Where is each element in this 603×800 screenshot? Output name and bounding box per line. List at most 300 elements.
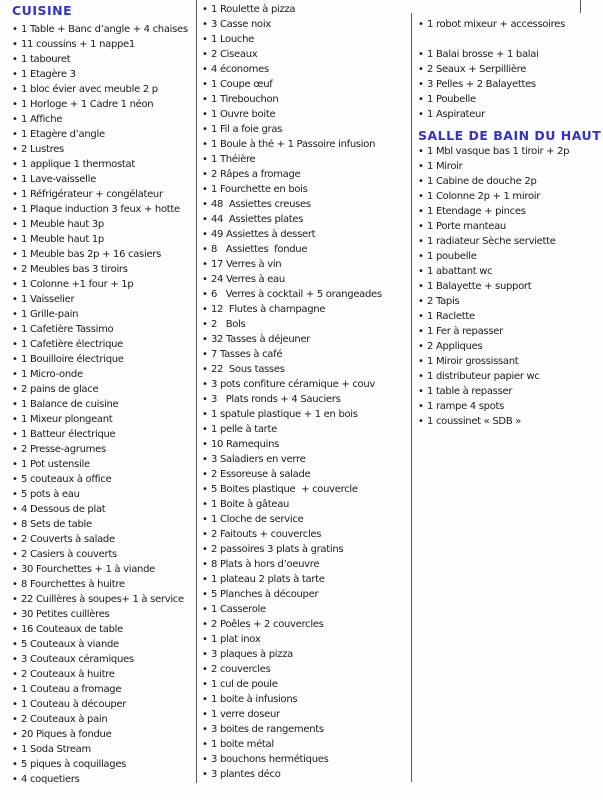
item-label: 1 Raclette: [427, 311, 475, 322]
item-label: 8 Assiettes fondue: [211, 244, 308, 255]
item-label: 1 Cloche de service: [211, 514, 304, 525]
list-item: [202, 452, 408, 467]
bullet-icon: •: [202, 124, 208, 135]
item-label: 44 Assiettes plates: [211, 214, 304, 225]
list-item: [418, 399, 598, 414]
bullet-icon: •: [418, 281, 424, 292]
bullet-icon: •: [12, 774, 18, 785]
list-item: [12, 607, 196, 622]
item-label: 2 Lustres: [21, 144, 64, 155]
bullet-icon: •: [12, 564, 18, 575]
bullet-icon: •: [202, 694, 208, 705]
list-item: [12, 202, 196, 217]
item-label: 22 Sous tasses: [211, 364, 285, 375]
bullet-icon: •: [12, 474, 18, 485]
item-label: 2 Bols: [211, 319, 246, 330]
list-item: [12, 322, 196, 337]
item-label: 1 Balai brosse + 1 balai: [427, 49, 539, 60]
item-label: 1 Table + Banc d’angle + 4 chaises: [21, 24, 188, 35]
bullet-icon: •: [202, 769, 208, 780]
bullet-icon: •: [202, 604, 208, 615]
item-label: 1 Meuble haut 3p: [21, 219, 104, 230]
list-item: [202, 332, 408, 347]
column-divider-1: [196, 0, 197, 783]
item-label: 1 Batteur électrique: [21, 429, 116, 440]
item-label: 10 Ramequins: [211, 439, 280, 450]
item-label: 8 Sets de table: [21, 519, 92, 530]
list-item: [418, 264, 598, 279]
item-label: 1 Réfrigérateur + congélateur: [21, 189, 163, 200]
item-label: 1 Aspirateur: [427, 109, 485, 120]
bullet-icon: •: [12, 84, 18, 95]
bullet-icon: •: [202, 544, 208, 555]
item-label: 1 Colonne 2p + 1 miroir: [427, 191, 541, 202]
bullet-icon: •: [12, 219, 18, 230]
bullet-icon: •: [12, 264, 18, 275]
item-label: 1 table à repasser: [427, 386, 513, 397]
item-label: 3 Saladiers en verre: [211, 454, 306, 465]
bullet-icon: •: [12, 324, 18, 335]
list-item: [202, 512, 408, 527]
item-label: 1 Couteau a fromage: [21, 684, 122, 695]
list-item: [12, 712, 196, 727]
item-label: 1 abattant wc: [427, 266, 493, 277]
bullet-icon: •: [202, 49, 208, 60]
list-item: [418, 354, 598, 369]
bullet-icon: •: [418, 64, 424, 75]
list-item: [202, 692, 408, 707]
column-cuisine: [12, 0, 196, 787]
bullet-icon: •: [12, 684, 18, 695]
item-label: 1 Micro-onde: [21, 369, 83, 380]
bullet-icon: •: [202, 394, 208, 405]
bullet-icon: •: [418, 49, 424, 60]
item-label: 2 Meubles bas 3 tiroirs: [21, 264, 128, 275]
item-label: 3 pots confiture céramique + couv: [211, 379, 376, 390]
item-label: 2 Seaux + Serpillière: [427, 64, 527, 75]
item-label: 48 Assiettes creuses: [211, 199, 311, 210]
list-item: [202, 227, 408, 242]
bullet-icon: •: [12, 234, 18, 245]
list-item: [418, 144, 598, 159]
bullet-icon: •: [418, 191, 424, 202]
list-item: [202, 572, 408, 587]
list-item: [202, 617, 408, 632]
list-item: [418, 159, 598, 174]
bullet-icon: •: [418, 386, 424, 397]
item-label: 1 bloc évier avec meuble 2 p: [21, 84, 158, 95]
item-label: 3 plantes déco: [211, 769, 281, 780]
item-label: 2 Couverts à salade: [21, 534, 115, 545]
list-item: [418, 234, 598, 249]
bullet-icon: •: [418, 161, 424, 172]
bullet-icon: •: [418, 311, 424, 322]
item-label: 1 Coupe œuf: [211, 79, 273, 90]
bullet-icon: •: [12, 114, 18, 125]
item-label: 1 Etendage + pinces: [427, 206, 526, 217]
bullet-icon: •: [202, 739, 208, 750]
item-label: 1 Couteau à découper: [21, 699, 127, 710]
item-label: 3 plaques à pizza: [211, 649, 293, 660]
item-label: 17 Verres à vin: [211, 259, 282, 270]
bullet-icon: •: [12, 579, 18, 590]
bullet-icon: •: [12, 534, 18, 545]
list-item: [202, 17, 408, 32]
bullet-icon: •: [418, 19, 424, 30]
bullet-icon: •: [202, 244, 208, 255]
list-item: [12, 547, 196, 562]
bullet-icon: •: [12, 549, 18, 560]
list-item: [12, 187, 196, 202]
bullet-icon: •: [202, 709, 208, 720]
list-item: [418, 189, 598, 204]
list-item: [12, 22, 196, 37]
list-item: [12, 622, 196, 637]
list-item: [418, 107, 598, 122]
list-item: [418, 369, 598, 384]
bullet-icon: •: [202, 754, 208, 765]
bullet-icon: •: [12, 369, 18, 380]
item-label: 1 Miroir grossissant: [427, 356, 519, 367]
bullet-icon: •: [12, 399, 18, 410]
bullet-icon: •: [202, 139, 208, 150]
list-item: [202, 482, 408, 497]
list-item: [12, 487, 196, 502]
list-item: [202, 242, 408, 257]
item-label: 7 Tasses à café: [211, 349, 283, 360]
list-item: [202, 632, 408, 647]
bullet-icon: •: [12, 519, 18, 530]
bullet-icon: •: [202, 469, 208, 480]
list-item: [12, 592, 196, 607]
bullet-icon: •: [202, 229, 208, 240]
item-label: 2 Tapis: [427, 296, 460, 307]
bullet-icon: •: [418, 371, 424, 382]
bullet-icon: •: [202, 214, 208, 225]
bullet-icon: •: [202, 349, 208, 360]
bullet-icon: •: [12, 144, 18, 155]
bullet-icon: •: [12, 24, 18, 35]
item-label: 20 Piques à fondue: [21, 729, 112, 740]
bullet-icon: •: [12, 204, 18, 215]
bullet-icon: •: [202, 724, 208, 735]
list-item: [12, 502, 196, 517]
list-item: [12, 127, 196, 142]
blank-line: [418, 32, 598, 47]
bullet-icon: •: [202, 559, 208, 570]
bullet-icon: •: [12, 384, 18, 395]
item-label: 1 Cafetière Tassimo: [21, 324, 114, 335]
item-label: 5 piques à coquillages: [21, 759, 127, 770]
list-item: [202, 422, 408, 437]
list-item: [12, 382, 196, 397]
list-item: [418, 414, 598, 429]
bullet-icon: •: [202, 184, 208, 195]
bullet-icon: •: [418, 79, 424, 90]
item-label: 1 Meuble bas 2p + 16 casiers: [21, 249, 162, 260]
item-label: 1 Cafetière électrique: [21, 339, 124, 350]
item-label: 1 Lave-vaisselle: [21, 174, 96, 185]
item-label: 4 Dessous de plat: [21, 504, 106, 515]
item-label: 5 pots à eau: [21, 489, 80, 500]
list-item: [202, 347, 408, 362]
bullet-icon: •: [202, 334, 208, 345]
item-label: 3 Plats ronds + 4 Sauciers: [211, 394, 341, 405]
item-label: 1 plateau 2 plats à tarte: [211, 574, 325, 585]
item-label: 2 Essoreuse à salade: [211, 469, 311, 480]
list-item: [202, 392, 408, 407]
bullet-icon: •: [12, 174, 18, 185]
list-item: [202, 92, 408, 107]
item-label: 1 robot mixeur + accessoires: [427, 19, 566, 30]
item-label: 1 coussinet « SDB »: [427, 416, 522, 427]
list-item: [12, 532, 196, 547]
item-label: 2 pains de glace: [21, 384, 99, 395]
list-item: [418, 47, 598, 62]
bullet-icon: •: [12, 159, 18, 170]
list-item: [12, 562, 196, 577]
list-item: [418, 339, 598, 354]
list-item: [12, 337, 196, 352]
list-item: [12, 577, 196, 592]
list-item: [12, 292, 196, 307]
list-item: [202, 497, 408, 512]
bullet-icon: •: [418, 356, 424, 367]
bullet-icon: •: [418, 221, 424, 232]
list-item: [12, 757, 196, 772]
bullet-icon: •: [12, 339, 18, 350]
item-label: 1 verre doseur: [211, 709, 280, 720]
bullet-icon: •: [12, 444, 18, 455]
list-item: [202, 167, 408, 182]
list-item: [12, 442, 196, 457]
list-item: [418, 77, 598, 92]
list-item: [12, 682, 196, 697]
item-label: 1 Vaisselier: [21, 294, 75, 305]
list-item: [12, 172, 196, 187]
item-label: 1 Etagère d’angle: [21, 129, 105, 140]
list-item: [418, 384, 598, 399]
list-item: [12, 97, 196, 112]
bullet-icon: •: [12, 414, 18, 425]
bullet-icon: •: [202, 379, 208, 390]
bullet-icon: •: [418, 146, 424, 157]
item-label: 4 coquetiers: [21, 774, 80, 785]
item-label: 24 Verres à eau: [211, 274, 285, 285]
bullet-icon: •: [202, 484, 208, 495]
item-label: 2 Couteaux à huitre: [21, 669, 115, 680]
list-item: [202, 257, 408, 272]
item-label: 30 Petites cuillères: [21, 609, 110, 620]
list-item: [202, 407, 408, 422]
list-item: [202, 707, 408, 722]
list-item: [202, 302, 408, 317]
bullet-icon: •: [418, 251, 424, 262]
item-label: 1 Soda Stream: [21, 744, 91, 755]
bullet-icon: •: [418, 341, 424, 352]
bullet-icon: •: [202, 64, 208, 75]
list-item: [202, 602, 408, 617]
item-label: 3 Pelles + 2 Balayettes: [427, 79, 536, 90]
item-label: 1 rampe 4 spots: [427, 401, 505, 412]
column-divider-2: [411, 13, 412, 782]
item-label: 3 Couteaux céramiques: [21, 654, 134, 665]
item-label: 6 Verres à cocktail + 5 orangeades: [211, 289, 382, 300]
item-label: 1 Plaque induction 3 feux + hotte: [21, 204, 180, 215]
column-menage-salle-de-bain: [418, 0, 602, 429]
bullet-icon: •: [418, 296, 424, 307]
bullet-icon: •: [202, 454, 208, 465]
bullet-icon: •: [12, 39, 18, 50]
item-label: 8 Plats à hors d’oeuvre: [211, 559, 320, 570]
item-label: 5 couteaux à office: [21, 474, 112, 485]
list-item: [418, 92, 598, 107]
bullet-icon: •: [202, 34, 208, 45]
bullet-icon: •: [202, 574, 208, 585]
bullet-icon: •: [202, 589, 208, 600]
item-label: 11 coussins + 1 nappe1: [21, 39, 135, 50]
bullet-icon: •: [202, 199, 208, 210]
item-label: 1 Fil a foie gras: [211, 124, 283, 135]
list-item: [12, 517, 196, 532]
list-item: [202, 527, 408, 542]
item-label: 1 spatule plastique + 1 en bois: [211, 409, 358, 420]
list-item: [418, 62, 598, 77]
list-item: [12, 397, 196, 412]
item-label: 1 Bouilloire électrique: [21, 354, 124, 365]
list-item: [12, 307, 196, 322]
bullet-icon: •: [12, 99, 18, 110]
bullet-icon: •: [12, 624, 18, 635]
list-item: [202, 317, 408, 332]
item-label: 1 boite à infusions: [211, 694, 298, 705]
bullet-icon: •: [202, 364, 208, 375]
list-item: [202, 722, 408, 737]
item-label: 22 Cuillères à soupes+ 1 à service: [21, 594, 184, 605]
list-item: [202, 662, 408, 677]
list-item: [12, 352, 196, 367]
list-item: [202, 77, 408, 92]
item-label: 2 Ciseaux: [211, 49, 258, 60]
list-item: [12, 142, 196, 157]
item-label: 1 Roulette à pizza: [211, 4, 296, 15]
item-label: 1 pelle à tarte: [211, 424, 277, 435]
list-item: [12, 262, 196, 277]
item-label: 32 Tasses à déjeuner: [211, 334, 311, 345]
bullet-icon: •: [202, 79, 208, 90]
item-label: 3 bouchons hermétiques: [211, 754, 329, 765]
item-label: 1 Fer à repasser: [427, 326, 503, 337]
bullet-icon: •: [202, 439, 208, 450]
item-label: 2 Presse-agrumes: [21, 444, 106, 455]
list-item: [202, 107, 408, 122]
item-label: 1 applique 1 thermostat: [21, 159, 135, 170]
list-item: [202, 212, 408, 227]
bullet-icon: •: [202, 94, 208, 105]
bullet-icon: •: [202, 289, 208, 300]
item-label: 1 Grille-pain: [21, 309, 79, 320]
list-item: [12, 37, 196, 52]
bullet-icon: •: [12, 189, 18, 200]
item-label: 2 couvercles: [211, 664, 271, 675]
bullet-icon: •: [418, 109, 424, 120]
list-item: [12, 217, 196, 232]
list-item: [202, 62, 408, 77]
list-item: [418, 324, 598, 339]
item-label: 1 Miroir: [427, 161, 463, 172]
list-item: [12, 412, 196, 427]
item-label: 3 Casse noix: [211, 19, 271, 30]
item-label: 2 Couteaux à pain: [21, 714, 108, 725]
list-item: [418, 17, 598, 32]
list-item: [12, 247, 196, 262]
item-label: 1 Balayette + support: [427, 281, 532, 292]
list-item: [202, 287, 408, 302]
table-border-fragment: [580, 0, 581, 13]
item-label: 1 poubelle: [427, 251, 477, 262]
item-label: 1 Meuble haut 1p: [21, 234, 104, 245]
list-item: [202, 32, 408, 47]
item-label: 30 Fourchettes + 1 à viande: [21, 564, 155, 575]
item-label: 1 Cabine de douche 2p: [427, 176, 537, 187]
list-item: [12, 112, 196, 127]
list-item: [12, 52, 196, 67]
bullet-icon: •: [12, 594, 18, 605]
list-item: [202, 647, 408, 662]
bullet-icon: •: [202, 19, 208, 30]
item-label: 2 Faitouts + couvercles: [211, 529, 322, 540]
list-item: [202, 587, 408, 602]
list-item: [418, 174, 598, 189]
item-label: 1 Louche: [211, 34, 254, 45]
item-label: 1 Affiche: [21, 114, 63, 125]
list-item: [202, 152, 408, 167]
list-item: [202, 737, 408, 752]
bullet-icon: •: [202, 154, 208, 165]
bullet-icon: •: [418, 326, 424, 337]
list-item: [202, 437, 408, 452]
item-label: 1 Fourchette en bois: [211, 184, 308, 195]
item-label: 1 Etagère 3: [21, 69, 76, 80]
list-item: [418, 279, 598, 294]
bullet-icon: •: [418, 401, 424, 412]
item-label: 1 Boite à gâteau: [211, 499, 290, 510]
list-item: [202, 677, 408, 692]
item-label: 1 boite métal: [211, 739, 274, 750]
item-label: 12 Flutes à champagne: [211, 304, 326, 315]
bullet-icon: •: [418, 416, 424, 427]
list-item: [202, 752, 408, 767]
list-item: [202, 272, 408, 287]
list-item: [12, 772, 196, 787]
bullet-icon: •: [12, 294, 18, 305]
item-label: 1 Mbl vasque bas 1 tiroir + 2p: [427, 146, 570, 157]
item-label: 1 Théière: [211, 154, 256, 165]
list-item: [202, 377, 408, 392]
list-item: [12, 637, 196, 652]
item-label: 1 Ouvre boite: [211, 109, 276, 120]
bullet-icon: •: [202, 169, 208, 180]
item-label: 1 plat inox: [211, 634, 261, 645]
list-item: [202, 122, 408, 137]
item-label: 49 Assiettes à dessert: [211, 229, 316, 240]
list-item: [418, 249, 598, 264]
bullet-icon: •: [202, 424, 208, 435]
bullet-icon: •: [418, 206, 424, 217]
item-label: 5 Couteaux à viande: [21, 639, 119, 650]
bullet-icon: •: [12, 309, 18, 320]
list-item: [202, 467, 408, 482]
